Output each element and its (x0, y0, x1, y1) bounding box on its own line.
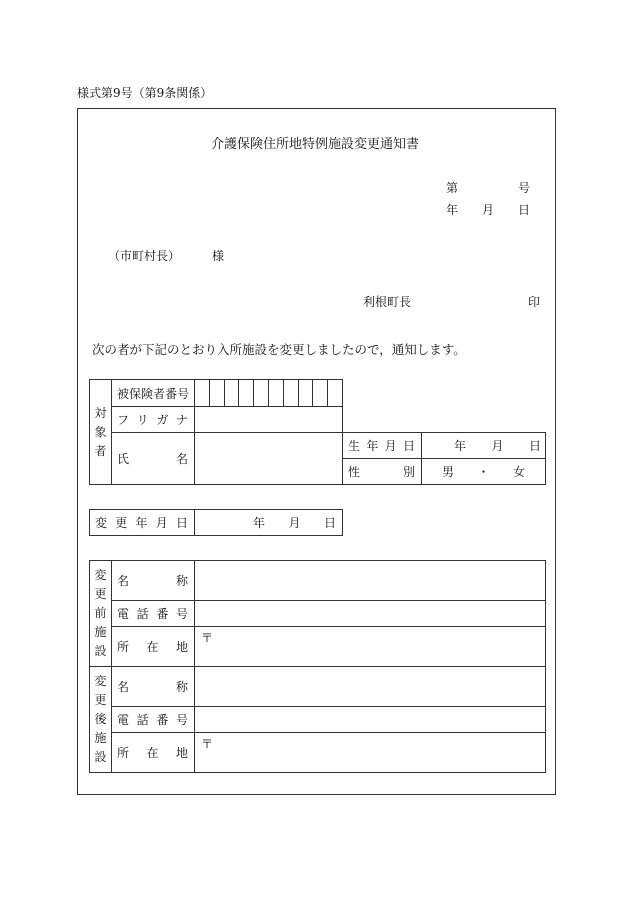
form-reference: 様式第9号（第9条関係） (77, 86, 213, 100)
digit-box[interactable] (299, 380, 314, 406)
doc-number-suffix: 号 (518, 181, 531, 195)
digit-box[interactable] (239, 380, 254, 406)
postal-mark: 〒 (201, 737, 214, 751)
before-address-field[interactable] (195, 627, 546, 667)
digit-box[interactable] (254, 380, 269, 406)
after-address-label: 所 在 地 (112, 733, 195, 773)
body-text: 次の者が下記のとおり入所施設を変更しましたので，通知します。 (92, 342, 466, 357)
after-name-label: 名 称 (112, 667, 195, 707)
furigana-label: フ リ ガ ナ (112, 407, 195, 433)
birthdate-field[interactable]: 年 月 日 (422, 433, 546, 459)
digit-box[interactable] (195, 380, 210, 406)
insured-number-label: 被 保 険 者 番 号 (112, 380, 195, 407)
form-title: 介護保険住所地特例施設変更通知書 (210, 137, 419, 152)
after-group-label: 変 更 後 施 設 (90, 667, 112, 773)
sex-field[interactable]: 男 ・ 女 (422, 459, 546, 485)
doc-date-day: 日 (518, 203, 531, 217)
after-phone-label: 電 話 番 号 (112, 707, 195, 733)
before-group-label: 変 更 前 施 設 (90, 561, 112, 667)
postal-mark: 〒 (201, 631, 214, 645)
before-name-label: 名 称 (112, 561, 195, 601)
sender-name: 利根町長 (363, 295, 412, 309)
change-date-field[interactable]: 年 月 日 (195, 510, 343, 536)
change-date-table (89, 509, 343, 536)
name-label: 氏 名 (112, 433, 195, 485)
after-address-field[interactable] (195, 733, 546, 773)
change-date-label: 変 更 年 月 日 (90, 510, 195, 536)
digit-box[interactable] (328, 380, 342, 406)
after-phone-field[interactable] (195, 707, 546, 733)
seal-mark: 印 (528, 295, 541, 309)
before-phone-field[interactable] (195, 601, 546, 627)
furigana-field[interactable] (195, 407, 343, 433)
birthdate-label: 生 年 月 日 (343, 433, 422, 459)
doc-number-prefix: 第 (446, 181, 459, 195)
name-field[interactable] (195, 433, 343, 485)
digit-box[interactable] (269, 380, 284, 406)
addressee-honorific: 様 (212, 249, 225, 263)
sex-label: 性 別 (343, 459, 422, 485)
digit-box[interactable] (313, 380, 328, 406)
facility-table (89, 560, 546, 773)
after-name-field[interactable] (195, 667, 546, 707)
before-name-field[interactable] (195, 561, 546, 601)
addressee-label: （市町村長） (108, 249, 181, 263)
before-address-label: 所 在 地 (112, 627, 195, 667)
digit-box[interactable] (284, 380, 299, 406)
insured-number-field[interactable] (195, 380, 343, 407)
subject-table (89, 379, 546, 485)
digit-box[interactable] (210, 380, 225, 406)
subject-group-label: 対 象 者 (90, 380, 112, 485)
doc-date-month: 月 (482, 203, 495, 217)
doc-date-year: 年 (446, 203, 459, 217)
before-phone-label: 電 話 番 号 (112, 601, 195, 627)
digit-box[interactable] (225, 380, 240, 406)
